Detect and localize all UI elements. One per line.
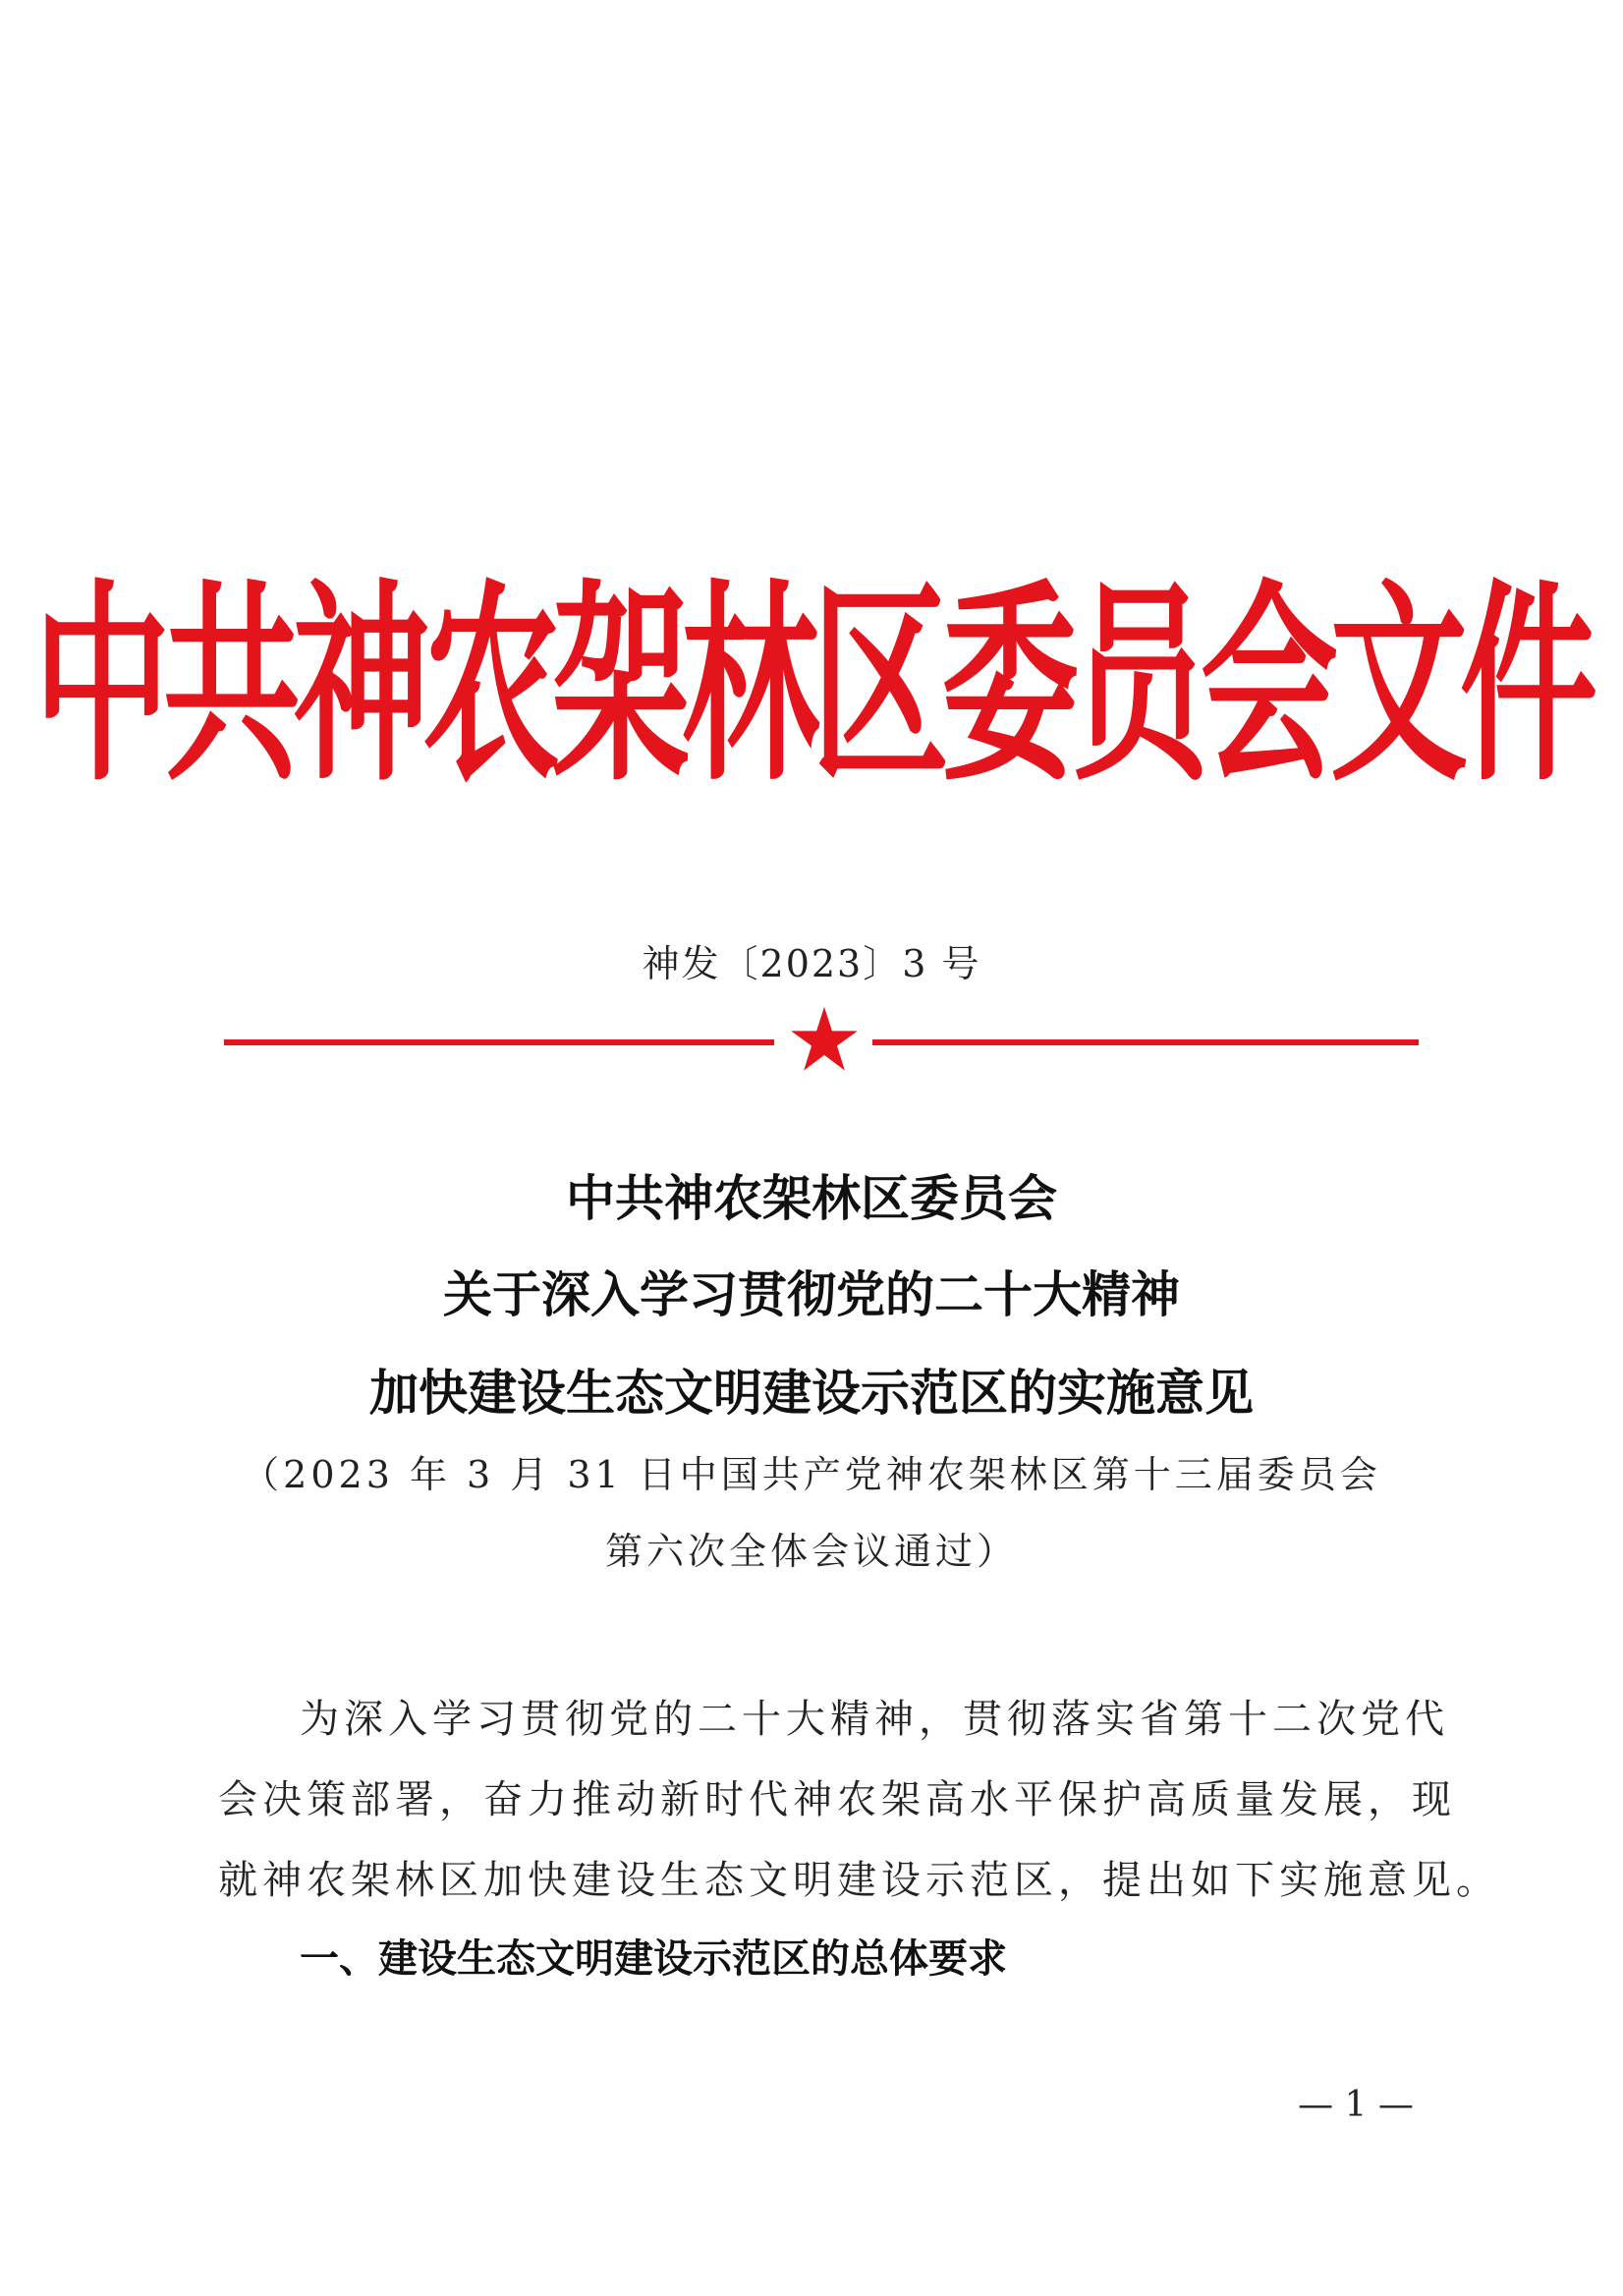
document-title-line-2: 关于深入学习贯彻党的二十大精神 [443, 1265, 1180, 1323]
document-title-line-1: 中共神农架林区委员会 [566, 1169, 1057, 1227]
page-number: — 1 — [1298, 2085, 1414, 2125]
red-rule-left [224, 1039, 774, 1045]
masthead-title: 中共神农架林区委员会文件 [32, 561, 1590, 812]
section-heading-1: 一、建设生态文明建设示范区的总体要求 [300, 1936, 1007, 1982]
document-title-line-3: 加快建设生态文明建设示范区的实施意见 [369, 1364, 1254, 1422]
body-paragraph-line-3: 就神农架林区加快建设生态文明建设示范区，提出如下实施意见。 [218, 1858, 1500, 1903]
red-rule-right [872, 1039, 1419, 1045]
document-number: 神发〔2023〕3 号 [642, 942, 981, 985]
document-subtitle-line-1: （2023 年 3 月 31 日中国共产党神农架林区第十三届委员会 [242, 1453, 1381, 1496]
body-paragraph-line-1: 为深入学习贯彻党的二十大精神，贯彻落实省第十二次党代 [300, 1697, 1449, 1742]
star-icon [789, 1004, 860, 1075]
document-subtitle-line-2: 第六次全体会议通过） [604, 1530, 1018, 1573]
body-paragraph-line-2: 会决策部署，奋力推动新时代神农架高水平保护高质量发展，现 [218, 1777, 1456, 1822]
